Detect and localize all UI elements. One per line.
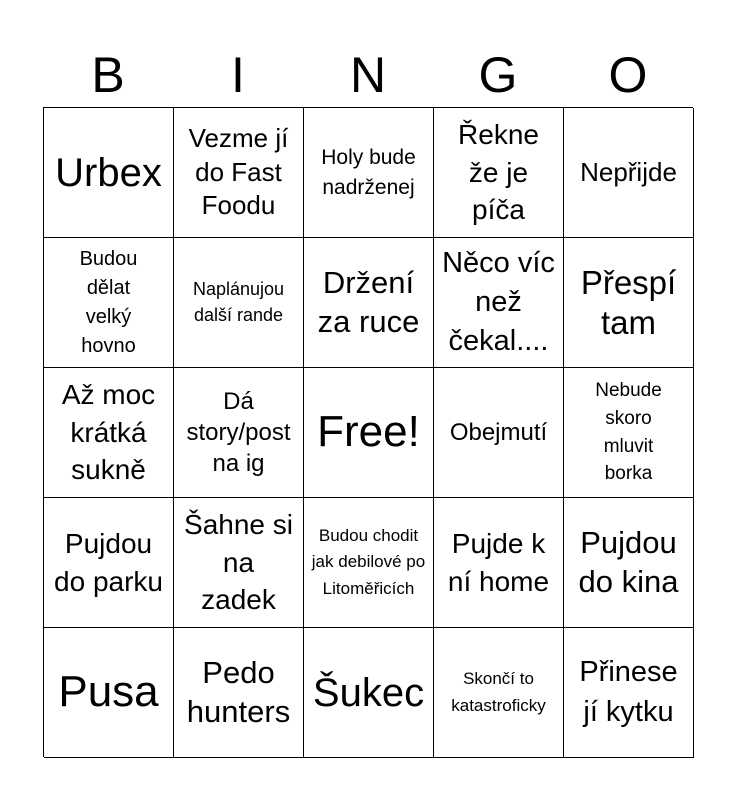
cell-text: Skončí to katastroficky	[451, 669, 546, 715]
bingo-cell[interactable]	[564, 108, 694, 238]
header-letter-g: G	[478, 47, 518, 103]
bingo-cell[interactable]	[174, 108, 304, 238]
bingo-cell[interactable]	[174, 238, 304, 368]
header-letter-o: O	[608, 47, 648, 103]
cell-text: Urbex	[55, 150, 162, 195]
bingo-cell[interactable]	[304, 368, 434, 498]
bingo-cell[interactable]	[304, 108, 434, 238]
bingo-cell[interactable]	[434, 628, 564, 758]
bingo-cell[interactable]	[44, 628, 174, 758]
bingo-cell[interactable]	[564, 238, 694, 368]
cell-text: Pujdou do kina	[578, 524, 679, 599]
cell-text: Řekne že je píča	[458, 118, 539, 226]
header-letter-b: B	[91, 47, 125, 103]
bingo-cell[interactable]	[44, 368, 174, 498]
bingo-cell[interactable]	[304, 628, 434, 758]
cell-text: Přespí tam	[580, 263, 677, 341]
cell-text: Něco víc než čekal....	[442, 246, 555, 358]
cell-text: Holy bude nadrženej	[321, 146, 416, 199]
cell-text: Budou dělat velký hovno	[79, 247, 138, 357]
cell-text: Šukec	[312, 670, 425, 715]
bingo-cell[interactable]	[44, 498, 174, 628]
cell-text: Vezme jí do Fast Foodu	[188, 122, 289, 221]
bingo-cell[interactable]	[304, 238, 434, 368]
cell-text: Naplánujou další rande	[192, 279, 285, 325]
cell-text: Nepřijde	[580, 156, 677, 187]
cell-text: Pujdou do parku	[54, 527, 163, 597]
cell-text: Šahne si na zadek	[184, 508, 293, 616]
cell-text: Až moc krátká sukně	[61, 378, 156, 486]
bingo-cell[interactable]	[564, 368, 694, 498]
bingo-cell[interactable]	[174, 628, 304, 758]
cell-text: Budou chodit jak debilové po Litoměřicích	[311, 525, 426, 598]
bingo-cell[interactable]	[434, 108, 564, 238]
bingo-cell[interactable]	[304, 498, 434, 628]
bingo-cell[interactable]	[434, 498, 564, 628]
bingo-cell[interactable]	[44, 238, 174, 368]
free-space-text: Free!	[317, 407, 420, 457]
bingo-cell[interactable]	[44, 108, 174, 238]
bingo-header	[43, 44, 693, 106]
cell-text: Pedo hunters	[186, 654, 291, 729]
bingo-board	[43, 107, 693, 757]
cell-text: Pujde k ní home	[447, 527, 550, 597]
header-letter-n: N	[349, 47, 387, 103]
bingo-cell[interactable]	[564, 498, 694, 628]
cell-text: Nebude skoro mluvit borka	[595, 380, 662, 485]
bingo-cell[interactable]	[434, 368, 564, 498]
cell-text: Pusa	[58, 667, 159, 717]
bingo-cell[interactable]	[174, 368, 304, 498]
header-letter-i: I	[231, 47, 245, 103]
cell-text: Přinese jí kytku	[579, 656, 678, 728]
cell-text: Dá story/post na ig	[186, 387, 291, 478]
bingo-cell[interactable]	[564, 628, 694, 758]
bingo-cell[interactable]	[434, 238, 564, 368]
cell-text: Držení za ruce	[317, 264, 420, 339]
cell-text: Obejmutí	[449, 418, 548, 446]
bingo-cell[interactable]	[174, 498, 304, 628]
